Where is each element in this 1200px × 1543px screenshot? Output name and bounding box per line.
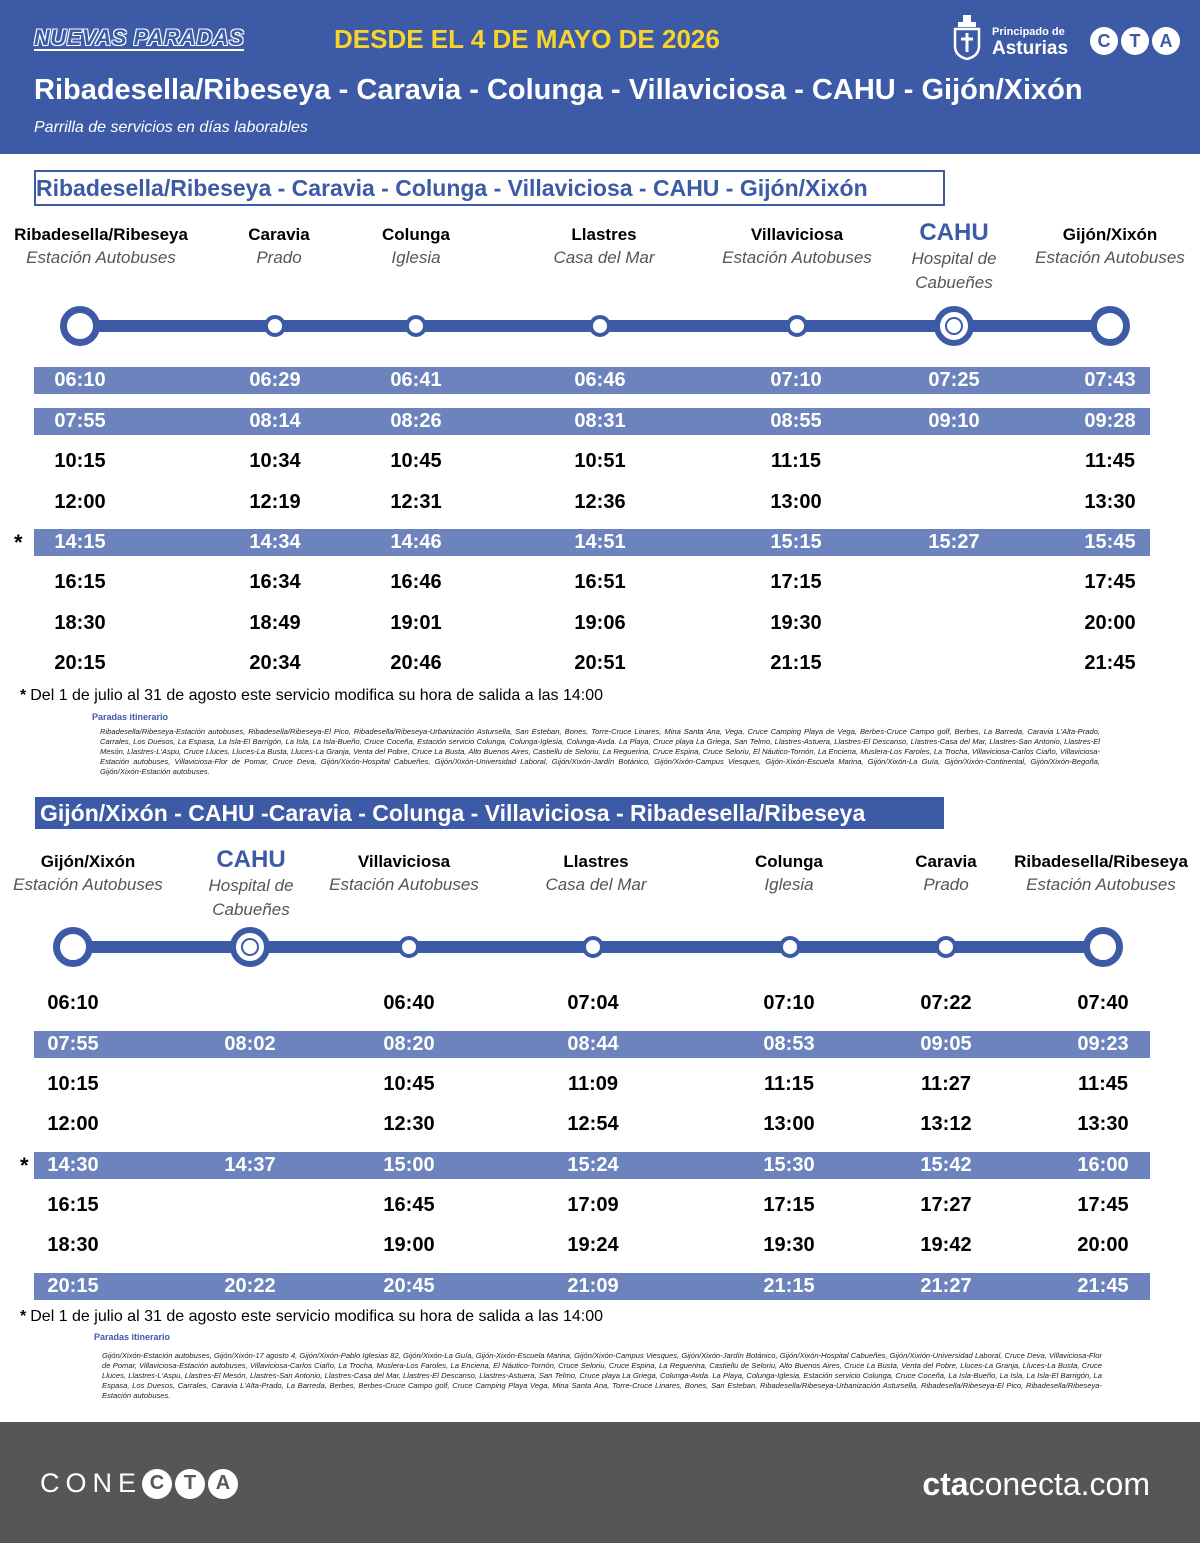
stop-location: Prado bbox=[256, 248, 302, 267]
footnote-marker: * bbox=[20, 1153, 29, 1178]
stop-label bbox=[553, 224, 654, 270]
timetable-row bbox=[34, 1152, 1150, 1179]
departure-time: 09:05 bbox=[920, 1033, 972, 1055]
departure-time: 15:45 bbox=[1084, 531, 1136, 553]
departure-time: 06:41 bbox=[390, 369, 442, 391]
timetable-row bbox=[34, 650, 1150, 677]
website-link[interactable] bbox=[922, 1466, 1150, 1503]
departure-time: 12:31 bbox=[390, 491, 442, 513]
departure-time: 11:09 bbox=[567, 1073, 619, 1095]
departure-time: 11:15 bbox=[763, 1073, 815, 1095]
departure-time: 19:24 bbox=[567, 1234, 619, 1256]
departure-time: 13:00 bbox=[770, 491, 822, 513]
asturias-shield-icon bbox=[952, 14, 982, 60]
stop-label bbox=[915, 851, 976, 897]
departure-time: 08:55 bbox=[770, 410, 822, 432]
stop-marker bbox=[264, 315, 286, 337]
cta-logo bbox=[1090, 27, 1180, 55]
departure-time: 16:34 bbox=[249, 571, 301, 593]
departure-time: 07:22 bbox=[920, 992, 972, 1014]
stop-name: Villaviciosa bbox=[750, 225, 844, 244]
departure-time: 20:46 bbox=[390, 652, 442, 674]
departure-time: 21:27 bbox=[920, 1275, 972, 1297]
departure-time: 14:34 bbox=[249, 531, 301, 553]
stop-location: Estación Autobuses bbox=[13, 875, 163, 894]
timetable-row bbox=[34, 569, 1150, 596]
itinerary-label: Paradas itinerario bbox=[92, 712, 169, 722]
departure-time: 10:34 bbox=[249, 450, 301, 472]
departure-time: 21:15 bbox=[770, 652, 822, 674]
departure-time: 20:22 bbox=[224, 1275, 276, 1297]
stop-marker bbox=[589, 315, 611, 337]
stop-label bbox=[911, 219, 996, 295]
stop-name: Ribadesella/Ribeseya bbox=[1014, 852, 1188, 871]
departure-time: 16:46 bbox=[390, 571, 442, 593]
stop-name: Llastres bbox=[563, 852, 629, 871]
departure-time: 21:45 bbox=[1077, 1275, 1129, 1297]
departure-time: 12:36 bbox=[574, 491, 626, 513]
section2-title: Gijón/Xixón - CAHU -Caravia - Colunga - Villaviciosa - Ribadesella/Ribeseya bbox=[35, 797, 944, 829]
departure-time: 07:04 bbox=[567, 992, 619, 1014]
timetable-row bbox=[34, 367, 1150, 394]
departure-time: 15:00 bbox=[383, 1154, 435, 1176]
departure-time: 20:15 bbox=[47, 1275, 99, 1297]
timetable-row bbox=[34, 990, 1150, 1017]
departure-time: 14:37 bbox=[224, 1154, 276, 1176]
principado-logo bbox=[952, 14, 1082, 62]
stop-location: Casa del Mar bbox=[553, 248, 655, 267]
departure-time: 15:30 bbox=[763, 1154, 815, 1176]
footnote-star: * bbox=[20, 687, 27, 704]
stop-location: Iglesia bbox=[391, 248, 441, 267]
schedule-subtitle: Parrilla de servicios en días laborables bbox=[34, 119, 308, 136]
departure-time: 15:42 bbox=[920, 1154, 972, 1176]
departure-time: 07:10 bbox=[770, 369, 822, 391]
departure-time: 15:24 bbox=[567, 1154, 619, 1176]
departure-time: 06:40 bbox=[383, 992, 435, 1014]
stop-location: Estación Autobuses bbox=[1026, 875, 1176, 894]
conecta-letter-t: T bbox=[175, 1469, 205, 1499]
effective-date: DESDE EL 4 DE MAYO DE 2026 bbox=[334, 24, 720, 54]
departure-time: 08:02 bbox=[224, 1033, 276, 1055]
departure-time: 12:54 bbox=[567, 1113, 619, 1135]
departure-time: 11:27 bbox=[920, 1073, 972, 1095]
departure-time: 07:10 bbox=[763, 992, 815, 1014]
departure-time: 12:00 bbox=[54, 491, 106, 513]
departure-time: 21:15 bbox=[763, 1275, 815, 1297]
stop-name: Caravia bbox=[248, 225, 310, 244]
stop-location: Estación Autobuses bbox=[26, 248, 176, 267]
cta-letter-c: C bbox=[1090, 27, 1118, 55]
stop-marker bbox=[1083, 927, 1123, 967]
departure-time: 18:30 bbox=[47, 1234, 99, 1256]
stop-location: Estación Autobuses bbox=[722, 248, 872, 267]
stop-location: Prado bbox=[923, 875, 969, 894]
departure-time: 20:34 bbox=[249, 652, 301, 674]
stop-label bbox=[1035, 224, 1185, 270]
stop-location: Hospital de bbox=[208, 876, 294, 895]
departure-time: 08:31 bbox=[574, 410, 626, 432]
departure-time: 10:15 bbox=[47, 1073, 99, 1095]
itinerary-label: Paradas itinerario bbox=[94, 1332, 171, 1342]
departure-time: 14:46 bbox=[390, 531, 442, 553]
departure-time: 13:00 bbox=[763, 1113, 815, 1135]
departure-time: 10:15 bbox=[54, 450, 106, 472]
conecta-logo bbox=[40, 1468, 241, 1499]
departure-time: 18:30 bbox=[54, 612, 106, 634]
stop-name: Llastres bbox=[571, 225, 637, 244]
departure-time: 16:51 bbox=[574, 571, 626, 593]
departure-time: 20:00 bbox=[1084, 612, 1136, 634]
departure-time: 19:42 bbox=[920, 1234, 972, 1256]
departure-time: 09:10 bbox=[928, 410, 980, 432]
stop-label bbox=[13, 851, 163, 897]
departure-time: 08:53 bbox=[763, 1033, 815, 1055]
stop-marker bbox=[786, 315, 808, 337]
timetable-row bbox=[34, 1111, 1150, 1138]
stop-label bbox=[208, 846, 293, 922]
section1-title: Ribadesella/Ribeseya - Caravia - Colunga - Villaviciosa - CAHU - Gijón/Xixón bbox=[34, 170, 945, 206]
departure-time: 21:45 bbox=[1084, 652, 1136, 674]
route-title: Ribadesella/Ribeseya - Caravia - Colunga - Villaviciosa - CAHU - Gijón/Xixón bbox=[34, 74, 1083, 106]
stop-name: CAHU bbox=[919, 219, 989, 246]
departure-time: 11:45 bbox=[1084, 450, 1136, 472]
departure-time: 19:30 bbox=[763, 1234, 815, 1256]
departure-time: 06:10 bbox=[47, 992, 99, 1014]
departure-time: 12:30 bbox=[383, 1113, 435, 1135]
stop-name: Colunga bbox=[755, 852, 823, 871]
stop-name: Villaviciosa bbox=[357, 852, 451, 871]
timetable-row bbox=[34, 1232, 1150, 1259]
departure-time: 07:25 bbox=[928, 369, 980, 391]
departure-time: 19:01 bbox=[390, 612, 442, 634]
footnote-text: Del 1 de julio al 31 de agosto este servicio modifica su hora de salida a las 14:00 bbox=[30, 687, 604, 704]
departure-time: 08:44 bbox=[567, 1033, 619, 1055]
timetable-row bbox=[34, 1031, 1150, 1058]
departure-time: 20:00 bbox=[1077, 1234, 1129, 1256]
departure-time: 15:27 bbox=[928, 531, 980, 553]
gov-line2: Asturias bbox=[992, 38, 1069, 59]
departure-time: 19:00 bbox=[383, 1234, 435, 1256]
departure-time: 07:40 bbox=[1077, 992, 1129, 1014]
footnote-marker: * bbox=[14, 530, 23, 555]
departure-time: 09:28 bbox=[1084, 410, 1136, 432]
hub-stop-marker bbox=[230, 927, 270, 967]
stop-name: Colunga bbox=[382, 225, 450, 244]
cta-letter-t: T bbox=[1121, 27, 1149, 55]
stop-location: Casa del Mar bbox=[545, 875, 647, 894]
departure-time: 14:15 bbox=[54, 531, 106, 553]
departure-time: 17:27 bbox=[920, 1194, 972, 1216]
stop-label bbox=[545, 851, 646, 897]
stop-name: Ribadesella/Ribeseya bbox=[14, 225, 188, 244]
conecta-letter-c: C bbox=[142, 1469, 172, 1499]
departure-time: 11:15 bbox=[770, 450, 822, 472]
stop-location: Estación Autobuses bbox=[329, 875, 479, 894]
stop-label bbox=[755, 851, 823, 897]
conecta-letter-a: A bbox=[208, 1469, 238, 1499]
stop-location-line2: Cabueñes bbox=[915, 273, 993, 292]
departure-time: 08:14 bbox=[249, 410, 301, 432]
stop-location-line2: Cabueñes bbox=[212, 900, 290, 919]
stop-label bbox=[382, 224, 450, 270]
stop-name: Caravia bbox=[915, 852, 977, 871]
stop-location: Hospital de bbox=[911, 249, 997, 268]
stop-marker bbox=[60, 306, 100, 346]
stop-marker bbox=[582, 936, 604, 958]
departure-time: 17:09 bbox=[567, 1194, 619, 1216]
departure-time: 18:49 bbox=[249, 612, 301, 634]
header bbox=[0, 0, 1200, 154]
departure-time: 16:00 bbox=[1077, 1154, 1129, 1176]
itinerary-stops: Ribadesella/Ribeseya-Estación autobuses, Ribadesella/Ribeseya-El Pico, Ribadesella/Ribeseya-Urbanización Astursella, San Esteban, Bones, Torre-Cruce Linares, Mina Santa Ana, Vega, Cruce Camping Playa de Vega, Berbes-Cruce Campo golf, Berbes, La Barreda, Caravia L'Alta-Prado, Carrales, Los Duesos, La Espasa, La Isla-El Barrigón, La Isla, La Isla-Bueño, Cruce Coceña, Estación servicio Colunga, Colunga-Iglesia, Colunga-Avda. La Playa, Cruce playa La Griega, San Telmo, Llastres-Astuera, Llastres-El Descanso, Llastres-Casa del Mar, Llastres-San Antonio, Llastres-El Mesón, Llastres-L'Aspu, Cruce Lluces, Lluces-La Busta, Lluces-La Granja, Venta del Pobre, Cruce La Busta, Alto Buenos Aires, Castiellu de Seloriu, La Reguerina, Cruce Espina, Cruce Seloriu, El Náutico-Tornón, La Enciena, Muslera-Los Faroles, La Trocha, Villaviciosa-Carlos Ciaño, Villaviciosa-Estación autobuses, Villaviciosa-Flor de Pomar, Cruce Deva, Gijón/Xixón-Hospital Cabueñes, Gijón/Xixón-Universidad Laboral, Gijón/Xixón-Jardín Botánico, Gijón/Xixón-Campus Viesques, Gijón-Xixón-Escuela Marina, Gijón/Xixón-La Guía, Gijón/Xixón-Continental, Gijón/Xixón-Begoña, Gijón/Xixón-Estación autobuses. bbox=[100, 727, 1100, 776]
footnote-text: Del 1 de julio al 31 de agosto este servicio modifica su hora de salida a las 14:00 bbox=[30, 1308, 604, 1325]
departure-time: 20:15 bbox=[54, 652, 106, 674]
stop-marker bbox=[1090, 306, 1130, 346]
departure-time: 17:15 bbox=[770, 571, 822, 593]
departure-time: 21:09 bbox=[567, 1275, 619, 1297]
departure-time: 20:45 bbox=[383, 1275, 435, 1297]
conecta-text: CONE bbox=[40, 1468, 143, 1498]
stop-label bbox=[722, 224, 872, 270]
departure-time: 10:45 bbox=[390, 450, 442, 472]
hub-stop-marker bbox=[934, 306, 974, 346]
departure-time: 17:15 bbox=[763, 1194, 815, 1216]
departure-time: 20:51 bbox=[574, 652, 626, 674]
departure-time: 11:45 bbox=[1077, 1073, 1129, 1095]
timetable-row bbox=[34, 1273, 1150, 1300]
stop-label bbox=[14, 224, 188, 270]
stop-name: Gijón/Xixón bbox=[1062, 225, 1158, 244]
stop-name: CAHU bbox=[216, 846, 286, 873]
departure-time: 19:06 bbox=[574, 612, 626, 634]
footnote bbox=[20, 687, 603, 705]
departure-time: 06:29 bbox=[249, 369, 301, 391]
departure-time: 08:20 bbox=[383, 1033, 435, 1055]
footer bbox=[0, 1422, 1200, 1543]
departure-time: 17:45 bbox=[1084, 571, 1136, 593]
stop-marker bbox=[779, 936, 801, 958]
stop-marker bbox=[935, 936, 957, 958]
departure-time: 16:45 bbox=[383, 1194, 435, 1216]
departure-time: 14:51 bbox=[574, 531, 626, 553]
departure-time: 16:15 bbox=[47, 1194, 99, 1216]
departure-time: 14:30 bbox=[47, 1154, 99, 1176]
departure-time: 16:15 bbox=[54, 571, 106, 593]
departure-time: 13:12 bbox=[920, 1113, 972, 1135]
departure-time: 09:23 bbox=[1077, 1033, 1129, 1055]
departure-time: 10:51 bbox=[574, 450, 626, 472]
departure-time: 07:43 bbox=[1084, 369, 1136, 391]
departure-time: 07:55 bbox=[47, 1033, 99, 1055]
stop-marker bbox=[53, 927, 93, 967]
departure-time: 07:55 bbox=[54, 410, 106, 432]
departure-time: 06:10 bbox=[54, 369, 106, 391]
departure-time: 15:15 bbox=[770, 531, 822, 553]
timetable-row bbox=[34, 610, 1150, 637]
departure-time: 19:30 bbox=[770, 612, 822, 634]
departure-time: 10:45 bbox=[383, 1073, 435, 1095]
timetable-row bbox=[34, 448, 1150, 475]
departure-time: 12:00 bbox=[47, 1113, 99, 1135]
timetable-row bbox=[34, 1192, 1150, 1219]
cta-letter-a: A bbox=[1152, 27, 1180, 55]
departure-time: 06:46 bbox=[574, 369, 626, 391]
departure-time: 12:19 bbox=[249, 491, 301, 513]
gov-line1: Principado de bbox=[992, 26, 1065, 38]
footnote-star: * bbox=[20, 1308, 27, 1325]
new-stops-badge: NUEVAS PARADAS bbox=[34, 25, 245, 50]
itinerary-stops: Gijón/Xixón-Estación autobuses, Gijón/Xixón-17 agosto 4, Gijón/Xixón-Pablo Iglesias 82, Gijón/Xixón-La Guía, Gijón-Xixón-Escuela Marina, Gijón/Xixón-Campus Viesques, Gijón/Xixón-Jardín Botánico, Gijón/Xixón-Hospital Cabueñes, Gijón/Xixión-Universidad Laboral, Cruce Deva, Villaviciosa-Flor de Pomar, Villaviciosa-Estación autobuses, Villaviciosa-Carlos Ciaño, La Trocha, Muslera-Los Faroles, La Enciena, El Náutico-Tornón, Cruce Seloriu, Cruce Espina, La Reguerina, Castiellu de Seloriu, Alto Buenos Aires, Cruce La Busta, Venta del Pobre, Lluces-La Granja, Lluces-La Busta, Cruce Lluces, Llastres-L'Aspu, Llastres-El Mesón, Llastres-San Antonio, Llastres-Casa del Mar, Llastres-El Descanso, Llastres-Astuera, San Telmo, Cruce playa La Griega, Colunga-Avda. La Playa, Colunga-Iglesia, Estación servicio Colunga, Cruce Coceña, La Isla-Bueño, La Isla, La Isla-El Barrigón, La Espasa, Los Duesos, Carrales, Caravia L'Alta-Prado, La Barreda, Berbes, Berbes-Cruce Campo golf, Cruce Camping Playa Vega, Mina Santa Ana, Torre-Cruce Linares, Bones, San Esteban, Ribadesella/Ribeseya-Urbanización Astursella, Ribadesella/Ribeseya-El Pico, Ribadesella/Ribeseya-Estación autobuses. bbox=[102, 1351, 1102, 1400]
stop-marker bbox=[398, 936, 420, 958]
footnote bbox=[20, 1308, 603, 1326]
timetable-row bbox=[34, 529, 1150, 556]
stop-label bbox=[1014, 851, 1188, 897]
departure-time: 13:30 bbox=[1077, 1113, 1129, 1135]
departure-time: 13:30 bbox=[1084, 491, 1136, 513]
stop-label bbox=[329, 851, 479, 897]
stop-marker bbox=[405, 315, 427, 337]
timetable-row bbox=[34, 489, 1150, 516]
stop-location: Estación Autobuses bbox=[1035, 248, 1185, 267]
timetable-row bbox=[34, 408, 1150, 435]
site-bold: cta bbox=[922, 1466, 969, 1502]
stop-name: Gijón/Xixón bbox=[40, 852, 136, 871]
departure-time: 17:45 bbox=[1077, 1194, 1129, 1216]
stop-location: Iglesia bbox=[764, 875, 814, 894]
timetable-row bbox=[34, 1071, 1150, 1098]
stop-label bbox=[248, 224, 309, 270]
departure-time: 08:26 bbox=[390, 410, 442, 432]
site-rest: conecta.com bbox=[968, 1466, 1150, 1502]
